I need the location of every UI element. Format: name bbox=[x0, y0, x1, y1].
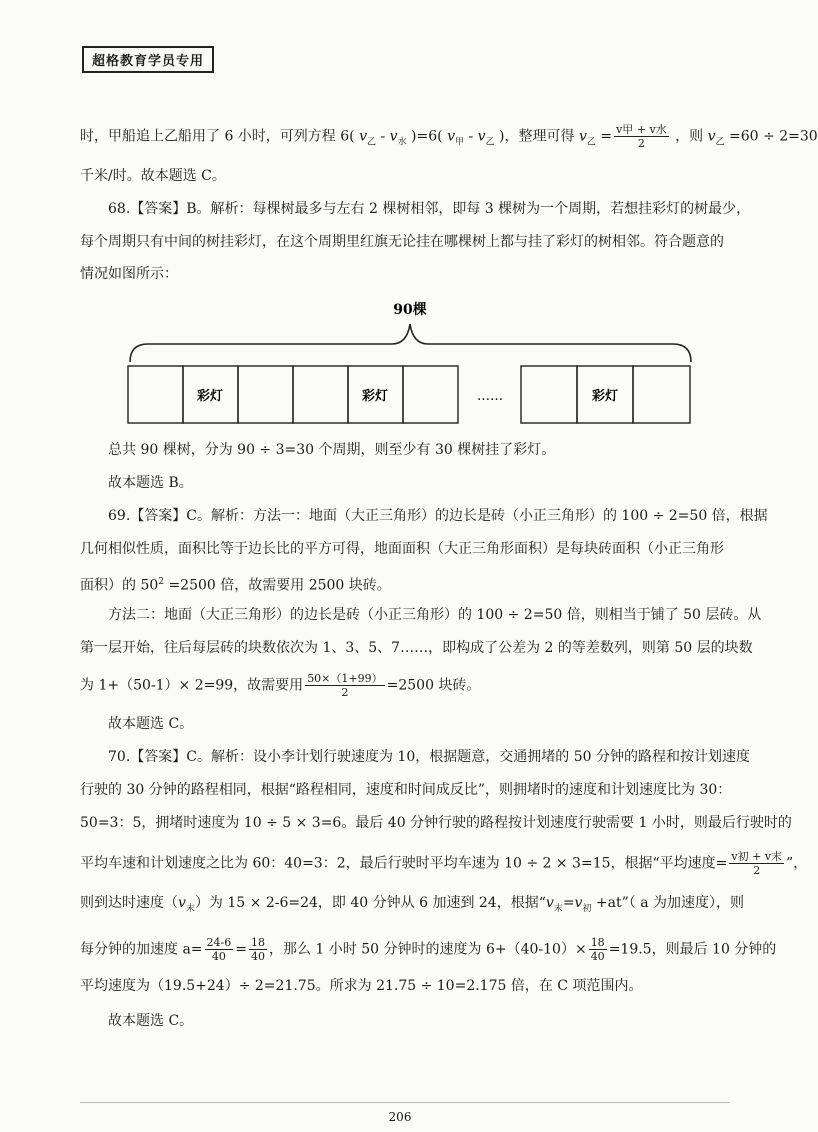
fraction-numerator: 18 bbox=[250, 936, 265, 949]
header-label: 超格教育学员专用 bbox=[82, 46, 214, 73]
text: =2500 倍，故需要用 2500 块砖。 bbox=[164, 577, 391, 594]
text: = bbox=[595, 128, 613, 145]
fraction bbox=[614, 123, 669, 150]
tree-cell bbox=[403, 366, 458, 423]
var: v bbox=[707, 128, 716, 145]
sup: 2 bbox=[158, 577, 164, 587]
text: - bbox=[464, 128, 478, 145]
q69-m2-line2: 第一层开始，往后每层砖的块数依次为 1、3、5、7……，即构成了公差为 2 的等差数列，则第 50 层的块数 bbox=[80, 640, 753, 656]
text: 为 1+（50-1）× 2=99，故需要用 bbox=[80, 677, 304, 694]
text: ，则 bbox=[670, 128, 708, 145]
text: =19.5，则最后 10 分钟的 bbox=[608, 941, 777, 958]
text: ）为 15 × 2-6=24，即 40 分钟从 6 加速到 24，根据“ bbox=[194, 895, 546, 911]
p1-line2: 千米/时。故本题选 C。 bbox=[80, 168, 226, 184]
text: =2500 块砖。 bbox=[386, 677, 481, 694]
fraction bbox=[205, 936, 234, 963]
text: 则到达时速度（ bbox=[80, 895, 178, 911]
q70-line4 bbox=[80, 850, 808, 877]
tree-cell bbox=[293, 366, 348, 423]
q69-line3 bbox=[80, 572, 730, 596]
brace bbox=[130, 324, 691, 362]
q68-after: 总共 90 棵树，分为 90 ÷ 3=30 个周期，则至少有 30 棵树挂了彩灯。 bbox=[108, 442, 556, 458]
var: v bbox=[578, 128, 587, 145]
sub: 初 bbox=[582, 903, 592, 914]
sub: 乙 bbox=[485, 137, 495, 148]
fraction-numerator: 50×（1+99） bbox=[307, 672, 383, 685]
var: v bbox=[477, 128, 486, 145]
var: v bbox=[545, 895, 554, 911]
q70-answer: 故本题选 C。 bbox=[108, 1013, 194, 1029]
q68-line1: 68.【答案】B。解析：每棵树最多与左右 2 棵树相邻，即每 3 棵树为一个周期，若想挂彩灯的树最少， bbox=[108, 201, 751, 217]
fraction-denominator: 40 bbox=[250, 950, 265, 963]
text: 面积）的 50 bbox=[80, 577, 159, 594]
text: 时，甲船追上乙船用了 6 小时，可列方程 6( bbox=[80, 128, 360, 145]
sub: 末 bbox=[553, 903, 563, 914]
q70-line2: 行驶的 30 分钟的路程相同，根据“路程相同，速度和时间成反比”，则拥堵时的速度和计划速度比为 30： bbox=[80, 782, 732, 798]
text: 平均车速和计划速度之比为 60：40=3：2，最后行驶时平均车速为 10 ÷ 2 × 3=15，根据“平均速度= bbox=[80, 855, 728, 872]
sub: 末 bbox=[185, 903, 195, 914]
q70-line1: 70.【答案】C。解析：设小李计划行驶速度为 10，根据题意，交通拥堵的 50 分钟的路程和按计划速度 bbox=[108, 749, 750, 765]
fraction-denominator: 2 bbox=[341, 686, 349, 699]
q69-answer: 故本题选 C。 bbox=[108, 716, 194, 732]
q69-m2-line1: 方法二：地面（大正三角形）的边长是砖（小正三角形）的 100 ÷ 2=50 倍，则相当于铺了 50 层砖。从 bbox=[108, 607, 762, 623]
q70-line5 bbox=[80, 893, 745, 919]
q68-answer: 故本题选 B。 bbox=[108, 475, 193, 491]
q69-line2: 几何相似性质，面积比等于边长比的平方可得，地面面积（大正三角形面积）是每块砖面积（小正三角形 bbox=[80, 541, 724, 557]
q69-line1: 69.【答案】C。解析：方法一：地面（大正三角形）的边长是砖（小正三角形）的 100 ÷ 2=50 倍，根据 bbox=[108, 508, 768, 524]
q70-line6 bbox=[80, 936, 777, 963]
page-number: 206 bbox=[388, 1110, 412, 1124]
sub: 乙 bbox=[367, 137, 377, 148]
fraction-denominator: 40 bbox=[590, 950, 605, 963]
lantern-label: 彩灯 bbox=[196, 389, 224, 404]
fraction-denominator: 2 bbox=[637, 137, 645, 150]
text: )=6( bbox=[406, 128, 448, 145]
fraction bbox=[249, 936, 267, 963]
q68-line2: 每个周期只有中间的树挂彩灯，在这个周期里红旗无论挂在哪棵树上都与挂了彩灯的树相邻。符合题意的 bbox=[80, 234, 724, 250]
fraction-numerator: 24-6 bbox=[206, 936, 232, 949]
tree-cell bbox=[128, 366, 183, 423]
text: - bbox=[376, 128, 390, 145]
var: v bbox=[389, 128, 398, 145]
ellipsis: …… bbox=[477, 389, 503, 404]
text: ，那么 1 小时 50 分钟时的速度为 6+（40-10）× bbox=[268, 941, 587, 958]
lantern-label: 彩灯 bbox=[591, 389, 619, 404]
fraction bbox=[729, 850, 784, 877]
text: 每分钟的加速度 a= bbox=[80, 941, 203, 958]
text: +at”（ a 为加速度），则 bbox=[591, 895, 745, 911]
text: =60 ÷ 2=30 bbox=[724, 128, 818, 145]
var: v bbox=[359, 128, 367, 145]
fraction-numerator: 18 bbox=[590, 936, 605, 949]
var: v bbox=[447, 128, 455, 145]
tree-diagram bbox=[128, 300, 693, 430]
fraction bbox=[305, 672, 384, 699]
diagram-total-label: 90棵 bbox=[393, 302, 427, 318]
sub: 甲 bbox=[454, 137, 464, 148]
q69-m2-line3 bbox=[80, 672, 730, 699]
sub: 乙 bbox=[715, 137, 725, 148]
footer-rule bbox=[80, 1102, 730, 1103]
sub: 水 bbox=[397, 137, 407, 148]
fraction bbox=[589, 936, 607, 963]
var: v bbox=[178, 895, 186, 911]
text: ”， bbox=[786, 855, 808, 872]
fraction-numerator: v甲 + v水 bbox=[616, 123, 667, 136]
tree-cell bbox=[521, 366, 577, 423]
q70-line3: 50=3：5，拥堵时速度为 10 ÷ 5 × 3=6。最后 40 分钟行驶的路程按计划速度行驶需要 1 小时，则最后行驶时的 bbox=[80, 815, 792, 831]
tree-cell bbox=[633, 366, 690, 423]
fraction-denominator: 2 bbox=[753, 864, 761, 877]
tree-cell bbox=[238, 366, 293, 423]
text: = bbox=[562, 895, 575, 911]
text: = bbox=[235, 941, 247, 958]
fraction-denominator: 40 bbox=[211, 950, 226, 963]
lantern-label: 彩灯 bbox=[361, 389, 389, 404]
text: )，整理可得 bbox=[494, 128, 579, 145]
q68-line3: 情况如图所示： bbox=[80, 266, 178, 282]
sub: 乙 bbox=[586, 137, 596, 148]
q70-line7: 平均速度为（19.5+24）÷ 2=21.75。所求为 21.75 ÷ 10=2.175 倍，在 C 项范围内。 bbox=[80, 978, 643, 994]
var: v bbox=[574, 895, 583, 911]
fraction-numerator: v初 + v末 bbox=[731, 850, 783, 863]
